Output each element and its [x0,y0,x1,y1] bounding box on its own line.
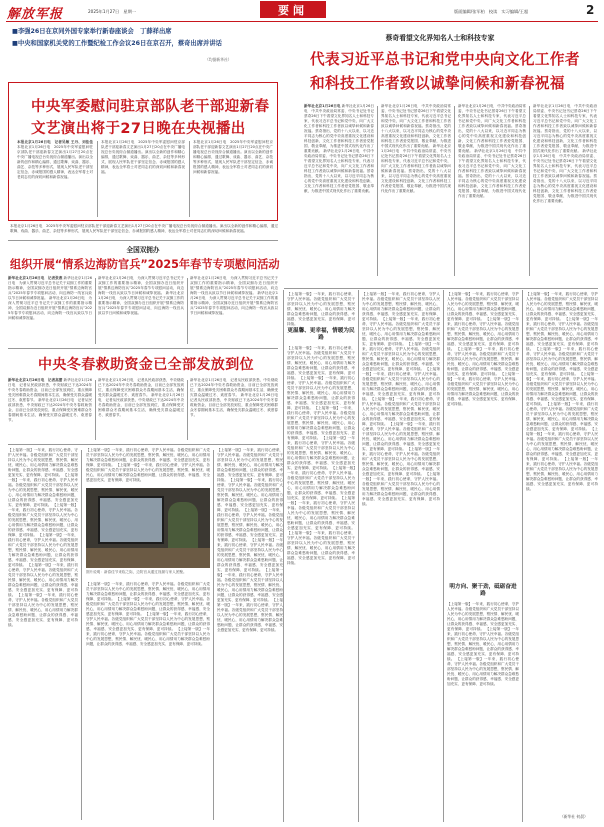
sub-story-title: 中央冬春救助资金已全部发放到位 [38,357,254,373]
sub-story-text: 新华社北京1月26日电 记者从民政部获悉，中央财政已下达2024年中央冬春救助资金，目前已全部发放到位，重点保障受灾困难群众冬春期间基本生活，确保受灾群众温暖过冬、欢度春节。 新华社北京1月26日电 记者从民政部获悉，中央财政已下达2024年中央冬春救助资金，目前已全部发放到位，重点保障受灾困难群众冬春期间基本生活，确保受灾群众温暖过冬、欢度春节。 [190,378,282,417]
top-story-byline: 新华社北京1月26日电 [304,104,341,108]
mid-story-title: 组织开展“情系边海防官兵”2025年春节专项慰问活动 [10,258,280,271]
feature-text: 【上接第一版】一年来，践行初心使命，守护人民幸福。各级党组织和广大党员干部坚持以人民为中心的发展思想，察民情、解民忧、暖民心，用心用情用力解决群众急难愁盼问题，让群众的获得感、幸福感、安全感更加充实、更有保障、更可持续。 【上接第一版】一年来，践行初心使命，守护人民幸福。各级党组织和广大党员干部坚持以人民为中心的发展思想，察民情、解民忧、暖民心，用心用情用力解决群众急难愁盼问题，让群众的获得感、幸福感、安全感更加充实、更有保障、更可持续。 【上接第一版】一年来，践行初心使命，守护人民幸福。各级党组织和广大党员干部坚持以人民为中心的发展思想，察民情、解民忧、暖民心，用心用情用力解决群众急难愁盼问题，让群众的获得感、幸福感、安全感更加充实、更有保障、更可持续。 【上接第一版】一年来，践行初心使命，守护人民幸福。各级党组织和广大党员干部坚持以人民为中心的发展思想，察民情、解民忧、暖民心，用心用情用力解决群众急难愁盼问题，让群众的获得感、幸福感、安全感更加充实、更有保障、更可持续。 【上接第一版】一年来，践行初心使命，守护人民幸福。各级党组织和广大党员干部坚持以人民为中心的发展思想，察民情、解民忧、暖民心，用心用情用力解决群众急难愁盼问题，让群众的获得感、幸福感、安全感更加充实、更有保障、更可持续。 【上接第一版】一年来，践行初心使命，守护人民幸福。各级党组织和广大党员干部坚持以人民为中心的发展思想，察民情、解民忧、暖民心，用心用情用力解决群众急难愁盼问题，让群众的获得感、幸福感、安全感更加充实、更有保障、更可持续。 【上接第一版】一年来，践行初心使命，守护人民幸福。各级党组织和广大党员干部坚持以人民为中心的发展思想，察民情、解民忧、暖民心，用心用情用力解决群众急难愁盼问题，让群众的获得感、幸福感、安全感更加充实、更有保障、更可持续。 [287,346,356,565]
photo-caption: 图片说明：新春佳节来临之际，边防官兵通过视频与家人团聚。 [86,570,187,574]
top-story-title: 代表习近平总书记和党中央向文化工作者 [310,51,580,68]
lead-story-box [8,82,278,221]
top-story-kicker: 蔡奇看望文化界知名人士和科技专家 [385,34,495,42]
feature-subhead: 明方向、聚干劲，砥砺奋进路 [449,584,517,597]
feature-text: 【上接第一版】一年来，践行初心使命，守护人民幸福。各级党组织和广大党员干部坚持以人民为中心的发展思想，察民情、解民忧、暖民心，用心用情用力解决群众急难愁盼问题，让群众的获得感、幸福感、安全感更加充实、更有保障、更可持续。 【上接第一版】一年来，践行初心使命，守护人民幸福。各级党组织和广大党员干部坚持以人民为中心的发展思想，察民情、解民忧、暖民心，用心用情用力解决群众急难愁盼问题，让群众的获得感、幸福感、安全感更加充实、更有保障、更可持续。 [86,448,210,482]
sub-story-text: 新华社北京1月26日电 记者高蕾 新华社北京1月26日电 记者从民政部获悉，中央财政已下达2024年中央冬春救助资金，目前已全部发放到位，重点保障受灾困难群众冬春期间基本生活，确保受灾群众温暖过冬、欢度春节。 新华社北京1月26日电 记者从民政部获悉，中央财政已下达2024年中央冬春救助资金，目前已全部发放到位，重点保障受灾困难群众冬春期间基本生活，确保受灾群众温暖过冬、欢度春节。 [8,378,93,422]
feature-text: 【上接第一版】一年来，践行初心使命，守护人民幸福。各级党组织和广大党员干部坚持以人民为中心的发展思想，察民情、解民忧、暖民心，用心用情用力解决群众急难愁盼问题，让群众的获得感、幸福感、安全感更加充实、更有保障、更可持续。 【上接第一版】一年来，践行初心使命，守护人民幸福。各级党组织和广大党员干部坚持以人民为中心的发展思想，察民情、解民忧、暖民心，用心用情用力解决群众急难愁盼问题，让群众的获得感、幸福感、安全感更加充实、更有保障、更可持续。 【上接第一版】一年来，践行初心使命，守护人民幸福。各级党组织和广大党员干部坚持以人民为中心的发展思想，察民情、解民忧、暖民心，用心用情用力解决群众急难愁盼问题，让群众的获得感、幸福感、安全感更加充实、更有保障、更可持续。 [447,602,520,686]
feature-author: （新华社 何晨） [560,814,588,819]
lead-story-intro: 本报北京1月26日电 2025年中央军委慰问驻京部队老干部迎新春文艺演出1月27日20点在中央广播电视总台央视综合频道播出。演出以全新的创作和精心编排，通过歌舞、戏曲、器乐、曲艺、杂技等多种形式，展现人民军队老干部坚定信念、赤诚报国的感人精神，表达全军将士对老同志们的深切问候和新春祝福。 [101,140,185,174]
mid-story-text: 新华社北京1月26日电 记者张燕 新华社北京1月26日电 为深入贯彻习近平总书记关于双拥工作的重要指示精神，全国双拥办近日组织开展“情系边海防官兵”2025年春节专项慰问活动，向边海防一线官兵致以节日问候和诚挚祝福。 新华社北京1月26日电 为深入贯彻习近平总书记关于双拥工作的重要指示精神，全国双拥办近日组织开展“情系边海防官兵”2025年春节专项慰问活动，向边海防一线官兵致以节日问候和诚挚祝福。 [8,276,92,320]
mid-story-text: 新华社北京1月26日电 为深入贯彻习近平总书记关于双拥工作的重要指示精神，全国双拥办近日组织开展“情系边海防官兵”2025年春节专项慰问活动，向边海防一线官兵致以节日问候和诚挚祝福。 新华社北京1月26日电 为深入贯彻习近平总书记关于双拥工作的重要指示精神，全国双拥办近日组织开展“情系边海防官兵”2025年春节专项慰问活动，向边海防一线官兵致以节日问候和诚挚祝福。 [98,276,185,315]
feature-text: 【上接第一版】一年来，践行初心使命，守护人民幸福。各级党组织和广大党员干部坚持以人民为中心的发展思想，察民情、解民忧、暖民心，用心用情用力解决群众急难愁盼问题，让群众的获得感、幸福感、安全感更加充实、更有保障、更可持续。 【上接第一版】一年来，践行初心使命，守护人民幸福。各级党组织和广大党员干部坚持以人民为中心的发展思想，察民情、解民忧、暖民心，用心用情用力解决群众急难愁盼问题，让群众的获得感、幸福感、安全感更加充实、更有保障、更可持续。 【上接第一版】一年来，践行初心使命，守护人民幸福。各级党组织和广大党员干部坚持以人民为中心的发展思想，察民情、解民忧、暖民心，用心用情用力解决群众急难愁盼问题，让群众的获得感、幸福感、安全感更加充实、更有保障、更可持续。 【上接第一版】一年来，践行初心使命，守护人民幸福。各级党组织和广大党员干部坚持以人民为中心的发展思想，察民情、解民忧、暖民心，用心用情用力解决群众急难愁盼问题，让群众的获得感、幸福感、安全感更加充实、更有保障、更可持续。 【上接第一版】一年来，践行初心使命，守护人民幸福。各级党组织和广大党员干部坚持以人民为中心的发展思想，察民情、解民忧、暖民心，用心用情用力解决群众急难愁盼问题，让群众的获得感、幸福感、安全感更加充实、更有保障、更可持续。 【上接第一版】一年来，践行初心使命，守护人民幸福。各级党组织和广大党员干部坚持以人民为中心的发展思想，察民情、解民忧、暖民心，用心用情用力解决群众急难愁盼问题，让群众的获得感、幸福感、安全感更加充实、更有保障、更可持续。 【上接第一版】一年来，践行初心使命，守护人民幸福。各级党组织和广大党员干部坚持以人民为中心的发展思想，察民情、解民忧、暖民心，用心用情用力解决群众急难愁盼问题，让群众的获得感、幸福感、安全感更加充实、更有保障、更可持续。 [526,292,599,491]
brief-item: ■中央和国家机关党的工作暨纪检工作会议26日在京召开，蔡奇出席并讲话 [12,40,222,47]
feature-text: 【上接第一版】一年来，践行初心使命，守护人民幸福。各级党组织和广大党员干部坚持以人民为中心的发展思想，察民情、解民忧、暖民心，用心用情用力解决群众急难愁盼问题，让群众的获得感、幸福感、安全感更加充实、更有保障、更可持续。 【上接第一版】一年来，践行初心使命，守护人民幸福。各级党组织和广大党员干部坚持以人民为中心的发展思想，察民情、解民忧、暖民心，用心用情用力解决群众急难愁盼问题，让群众的获得感、幸福感、安全感更加充实、更有保障、更可持续。 【上接第一版】一年来，践行初心使命，守护人民幸福。各级党组织和广大党员干部坚持以人民为中心的发展思想，察民情、解民忧、暖民心，用心用情用力解决群众急难愁盼问题，让群众的获得感、幸福感、安全感更加充实、更有保障、更可持续。 【上接第一版】一年来，践行初心使命，守护人民幸福。各级党组织和广大党员干部坚持以人民为中心的发展思想，察民情、解民忧、暖民心，用心用情用力解决群众急难愁盼问题，让群众的获得感、幸福感、安全感更加充实、更有保障、更可持续。 [447,292,520,406]
top-story-text: 新华社北京1月26日电 中共中央政治局常委、中央书记处书记蔡奇26日下午看望文化界知名人士和科技专家，代表习近平总书记和党中央，向广大文化工作者和科技工作者致以诚挚问候和新春祝福。蔡奇指出，党的十八大以来，以习近平同志为核心的党中央高度重视文化建设和科技创新，文化工作者和科技工作者爱党报国、敬业奉献，为推进中国式现代化作出了重要贡献。 新华社北京1月26日电 中共中央政治局常委、中央书记处书记蔡奇26日下午看望文化界知名人士和科技专家，代表习近平总书记和党中央，向广大文化工作者和科技工作者致以诚挚问候和新春祝福。蔡奇指出，党的十八大以来，以习近平同志为核心的党中央高度重视文化建设和科技创新，文化工作者和科技工作者爱党报国、敬业奉献，为推进中国式现代化作出了重要贡献。 [458,104,526,198]
feature-text: 【上接第一版】一年来，践行初心使命，守护人民幸福。各级党组织和广大党员干部坚持以人民为中心的发展思想，察民情、解民忧、暖民心，用心用情用力解决群众急难愁盼问题，让群众的获得感、幸福感、安全感更加充实、更有保障、更可持续。 【上接第一版】一年来，践行初心使命，守护人民幸福。各级党组织和广大党员干部坚持以人民为中心的发展思想，察民情、解民忧、暖民心，用心用情用力解决群众急难愁盼问题，让群众的获得感、幸福感、安全感更加充实、更有保障、更可持续。 【上接第一版】一年来，践行初心使命，守护人民幸福。各级党组织和广大党员干部坚持以人民为中心的发展思想，察民情、解民忧、暖民心，用心用情用力解决群众急难愁盼问题，让群众的获得感、幸福感、安全感更加充实、更有保障、更可持续。 【上接第一版】一年来，践行初心使命，守护人民幸福。各级党组织和广大党员干部坚持以人民为中心的发展思想，察民情、解民忧、暖民心，用心用情用力解决群众急难愁盼问题，让群众的获得感、幸福感、安全感更加充实、更有保障、更可持续。 【上接第一版】一年来，践行初心使命，守护人民幸福。各级党组织和广大党员干部坚持以人民为中心的发展思想，察民情、解民忧、暖民心，用心用情用力解决群众急难愁盼问题，让群众的获得感、幸福感、安全感更加充实、更有保障、更可持续。 【上接第一版】一年来，践行初心使命，守护人民幸福。各级党组织和广大党员干部坚持以人民为中心的发展思想，察民情、解民忧、暖民心，用心用情用力解决群众急难愁盼问题，让群众的获得感、幸福感、安全感更加充实、更有保障、更可持续。 [8,448,79,627]
lead-story-title: 中央军委慰问驻京部队老干部迎新春 [31,99,270,115]
issue-date: 2025年1月27日 星期一 [88,9,136,14]
top-story-text: 新华社北京1月26日电 中共中央政治局常委、中央书记处书记蔡奇26日下午看望文化界知名人士和科技专家，代表习近平总书记和党中央，向广大文化工作者和科技工作者致以诚挚问候和新春祝福。蔡奇指出，党的十八大以来，以习近平同志为核心的党中央高度重视文化建设和科技创新，文化工作者和科技工作者爱党报国、敬业奉献，为推进中国式现代化作出了重要贡献。 新华社北京1月26日电 中共中央政治局常委、中央书记处书记蔡奇26日下午看望文化界知名人士和科技专家，代表习近平总书记和党中央，向广大文化工作者和科技工作者致以诚挚问候和新春祝福。蔡奇指出，党的十八大以来，以习近平同志为核心的党中央高度重视文化建设和科技创新，文化工作者和科技工作者爱党报国、敬业奉献，为推进中国式现代化作出了重要贡献。 [381,104,452,193]
sub-story-text: 新华社北京1月26日电 记者从民政部获悉，中央财政已下达2024年中央冬春救助资金，目前已全部发放到位，重点保障受灾困难群众冬春期间基本生活，确保受灾群众温暖过冬、欢度春节。 新华社北京1月26日电 记者从民政部获悉，中央财政已下达2024年中央冬春救助资金，目前已全部发放到位，重点保障受灾困难群众冬春期间基本生活，确保受灾群众温暖过冬、欢度春节。 [98,378,184,417]
lead-story-continued: 本报北京1月26日电 2025年中央军委慰问驻京部队老干部迎新春文艺演出1月27日20点在中央广播电视总台央视综合频道播出。演出以全新的创作和精心编排，通过歌舞、戏曲、器乐、曲艺、杂技等多种形式，展现人民军队老干部坚定信念、赤诚报国的感人精神，表达全军将士对老同志们的深切问候和新春祝福。 [10,224,278,233]
masthead [0,0,604,22]
section-title: 要闻 [278,4,308,17]
lead-story-intro: 本报北京1月26日电 2025年中央军委慰问驻京部队老干部迎新春文艺演出1月27日20点在中央广播电视总台央视综合频道播出。演出以全新的创作和精心编排，通过歌舞、戏曲、器乐、曲艺、杂技等多种形式，展现人民军队老干部坚定信念、赤诚报国的感人精神，表达全军将士对老同志们的深切问候和新春祝福。 [17,145,93,179]
newspaper-logo: 解放军报 [7,7,64,22]
page-number: 2 [586,3,595,17]
photo-screen [98,496,164,544]
feature-photo [86,488,210,568]
brief-source: （均据新华社） [205,57,232,62]
lead-story-title: 文艺演出将于27日晚在央视播出 [31,121,246,137]
feature-text: 【上接第一版】一年来，践行初心使命，守护人民幸福。各级党组织和广大党员干部坚持以人民为中心的发展思想，察民情、解民忧、暖民心，用心用情用力解决群众急难愁盼问题，让群众的获得感、幸福感、安全感更加充实、更有保障、更可持续。 【上接第一版】一年来，践行初心使命，守护人民幸福。各级党组织和广大党员干部坚持以人民为中心的发展思想，察民情、解民忧、暖民心，用心用情用力解决群众急难愁盼问题，让群众的获得感、幸福感、安全感更加充实、更有保障、更可持续。 【上接第一版】一年来，践行初心使命，守护人民幸福。各级党组织和广大党员干部坚持以人民为中心的发展思想，察民情、解民忧、暖民心，用心用情用力解决群众急难愁盼问题，让群众的获得感、幸福感、安全感更加充实、更有保障、更可持续。 【上接第一版】一年来，践行初心使命，守护人民幸福。各级党组织和广大党员干部坚持以人民为中心的发展思想，察民情、解民忧、暖民心，用心用情用力解决群众急难愁盼问题，让群众的获得感、幸福感、安全感更加充实、更有保障、更可持续。 [86,582,210,646]
feature-subhead: 更温馨、更幸福，情暖为民路 [287,328,355,341]
top-story [282,26,598,286]
mid-story-text: 新华社北京1月26日电 为深入贯彻习近平总书记关于双拥工作的重要指示精神，全国双拥办近日组织开展“情系边海防官兵”2025年春节专项慰问活动，向边海防一线官兵致以节日问候和诚挚祝福。 新华社北京1月26日电 为深入贯彻习近平总书记关于双拥工作的重要指示精神，全国双拥办近日组织开展“情系边海防官兵”2025年春节专项慰问活动，向边海防一线官兵致以节日问候和诚挚祝福。 [190,276,278,315]
masthead-rule [6,21,598,22]
top-story-title: 和科技工作者致以诚挚问候和新春祝福 [310,75,565,92]
lead-story-byline: 本报北京1月26日电 记者吴敏 王丹、刘佳佳 [17,140,93,144]
top-story-text: 新华社北京1月26日电 中共中央政治局常委、中央书记处书记蔡奇26日下午看望文化界知名人士和科技专家，代表习近平总书记和党中央，向广大文化工作者和科技工作者致以诚挚问候和新春祝福。蔡奇指出，党的十八大以来，以习近平同志为核心的党中央高度重视文化建设和科技创新，文化工作者和科技工作者爱党报国、敬业奉献，为推进中国式现代化作出了重要贡献。 新华社北京1月26日电 中共中央政治局常委、中央书记处书记蔡奇26日下午看望文化界知名人士和科技专家，代表习近平总书记和党中央，向广大文化工作者和科技工作者致以诚挚问候和新春祝福。蔡奇指出，党的十八大以来，以习近平同志为核心的党中央高度重视文化建设和科技创新，文化工作者和科技工作者爱党报国、敬业奉献，为推进中国式现代化作出了重要贡献。 [533,104,597,203]
mid-story-section-label: 全国双拥办 [126,246,160,254]
brief-item: ■李强26日在京同外国专家举行新春座谈会 丁薛祥出席 [12,28,172,35]
briefs-box [9,26,267,66]
feature-text: 【上接第一版】一年来，践行初心使命，守护人民幸福。各级党组织和广大党员干部坚持以人民为中心的发展思想，察民情、解民忧、暖民心，用心用情用力解决群众急难愁盼问题，让群众的获得感、幸福感、安全感更加充实、更有保障、更可持续。 [287,292,355,326]
photo-table [86,548,210,568]
lead-story-text [101,140,185,218]
lead-story-text [17,140,93,218]
feature-text: 【上接第一版】一年来，践行初心使命，守护人民幸福。各级党组织和广大党员干部坚持以人民为中心的发展思想，察民情、解民忧、暖民心，用心用情用力解决群众急难愁盼问题，让群众的获得感、幸福感、安全感更加充实、更有保障、更可持续。 【上接第一版】一年来，践行初心使命，守护人民幸福。各级党组织和广大党员干部坚持以人民为中心的发展思想，察民情、解民忧、暖民心，用心用情用力解决群众急难愁盼问题，让群众的获得感、幸福感、安全感更加充实、更有保障、更可持续。 【上接第一版】一年来，践行初心使命，守护人民幸福。各级党组织和广大党员干部坚持以人民为中心的发展思想，察民情、解民忧、暖民心，用心用情用力解决群众急难愁盼问题，让群众的获得感、幸福感、安全感更加充实、更有保障、更可持续。 【上接第一版】一年来，践行初心使命，守护人民幸福。各级党组织和广大党员干部坚持以人民为中心的发展思想，察民情、解民忧、暖民心，用心用情用力解决群众急难愁盼问题，让群众的获得感、幸福感、安全感更加充实、更有保障、更可持续。 【上接第一版】一年来，践行初心使命，守护人民幸福。各级党组织和广大党员干部坚持以人民为中心的发展思想，察民情、解民忧、暖民心，用心用情用力解决群众急难愁盼问题，让群众的获得感、幸福感、安全感更加充实、更有保障、更可持续。 【上接第一版】一年来，践行初心使命，守护人民幸福。各级党组织和广大党员干部坚持以人民为中心的发展思想，察民情、解民忧、暖民心，用心用情用力解决群众急难愁盼问题，让群众的获得感、幸福感、安全感更加充实、更有保障、更可持续。 [217,448,284,632]
feature-text: 【上接第一版】一年来，践行初心使命，守护人民幸福。各级党组织和广大党员干部坚持以人民为中心的发展思想，察民情、解民忧、暖民心，用心用情用力解决群众急难愁盼问题，让群众的获得感、幸福感、安全感更加充实、更有保障、更可持续。 【上接第一版】一年来，践行初心使命，守护人民幸福。各级党组织和广大党员干部坚持以人民为中心的发展思想，察民情、解民忧、暖民心，用心用情用力解决群众急难愁盼问题，让群众的获得感、幸福感、安全感更加充实、更有保障、更可持续。 【上接第一版】一年来，践行初心使命，守护人民幸福。各级党组织和广大党员干部坚持以人民为中心的发展思想，察民情、解民忧、暖民心，用心用情用力解决群众急难愁盼问题，让群众的获得感、幸福感、安全感更加充实、更有保障、更可持续。 【上接第一版】一年来，践行初心使命，守护人民幸福。各级党组织和广大党员干部坚持以人民为中心的发展思想，察民情、解民忧、暖民心，用心用情用力解决群众急难愁盼问题，让群众的获得感、幸福感、安全感更加充实、更有保障、更可持续。 【上接第一版】一年来，践行初心使命，守护人民幸福。各级党组织和广大党员干部坚持以人民为中心的发展思想，察民情、解民忧、暖民心，用心用情用力解决群众急难愁盼问题，让群众的获得感、幸福感、安全感更加充实、更有保障、更可持续。 【上接第一版】一年来，践行初心使命，守护人民幸福。各级党组织和广大党员干部坚持以人民为中心的发展思想，察民情、解民忧、暖民心，用心用情用力解决群众急难愁盼问题，让群众的获得感、幸福感、安全感更加充实、更有保障、更可持续。 【上接第一版】一年来，践行初心使命，守护人民幸福。各级党组织和广大党员干部坚持以人民为中心的发展思想，察民情、解民忧、暖民心，用心用情用力解决群众急难愁盼问题，让群众的获得感、幸福感、安全感更加充实、更有保障、更可持续。 【上接第一版】一年来，践行初心使命，守护人民幸福。各级党组织和广大党员干部坚持以人民为中心的发展思想，察民情、解民忧、暖民心，用心用情用力解决群众急难愁盼问题，让群众的获得感、幸福感、安全感更加充实、更有保障、更可持续。 [362,292,441,506]
lead-story-text [193,140,273,218]
lead-story-intro: 本报北京1月26日电 2025年中央军委慰问驻京部队老干部迎新春文艺演出1月27日20点在中央广播电视总台央视综合频道播出。演出以全新的创作和精心编排，通过歌舞、戏曲、器乐、曲艺、杂技等多种形式，展现人民军队老干部坚定信念、赤诚报国的感人精神，表达全军将士对老同志们的深切问候和新春祝福。 [193,140,273,174]
top-story-text: 新华社北京1月26日电 新华社北京1月26日电 中共中央政治局常委、中央书记处书记蔡奇26日下午看望文化界知名人士和科技专家，代表习近平总书记和党中央，向广大文化工作者和科技工作者致以诚挚问候和新春祝福。蔡奇指出，党的十八大以来，以习近平同志为核心的党中央高度重视文化建设和科技创新，文化工作者和科技工作者爱党报国、敬业奉献，为推进中国式现代化作出了重要贡献。 新华社北京1月26日电 中共中央政治局常委、中央书记处书记蔡奇26日下午看望文化界知名人士和科技专家，代表习近平总书记和党中央，向广大文化工作者和科技工作者致以诚挚问候和新春祝福。蔡奇指出，党的十八大以来，以习近平同志为核心的党中央高度重视文化建设和科技创新，文化工作者和科技工作者爱党报国、敬业奉献，为推进中国式现代化作出了重要贡献。 [304,104,375,193]
page-editors: 版面编辑/张军柏 校读 实习编辑/王超 [454,9,529,14]
